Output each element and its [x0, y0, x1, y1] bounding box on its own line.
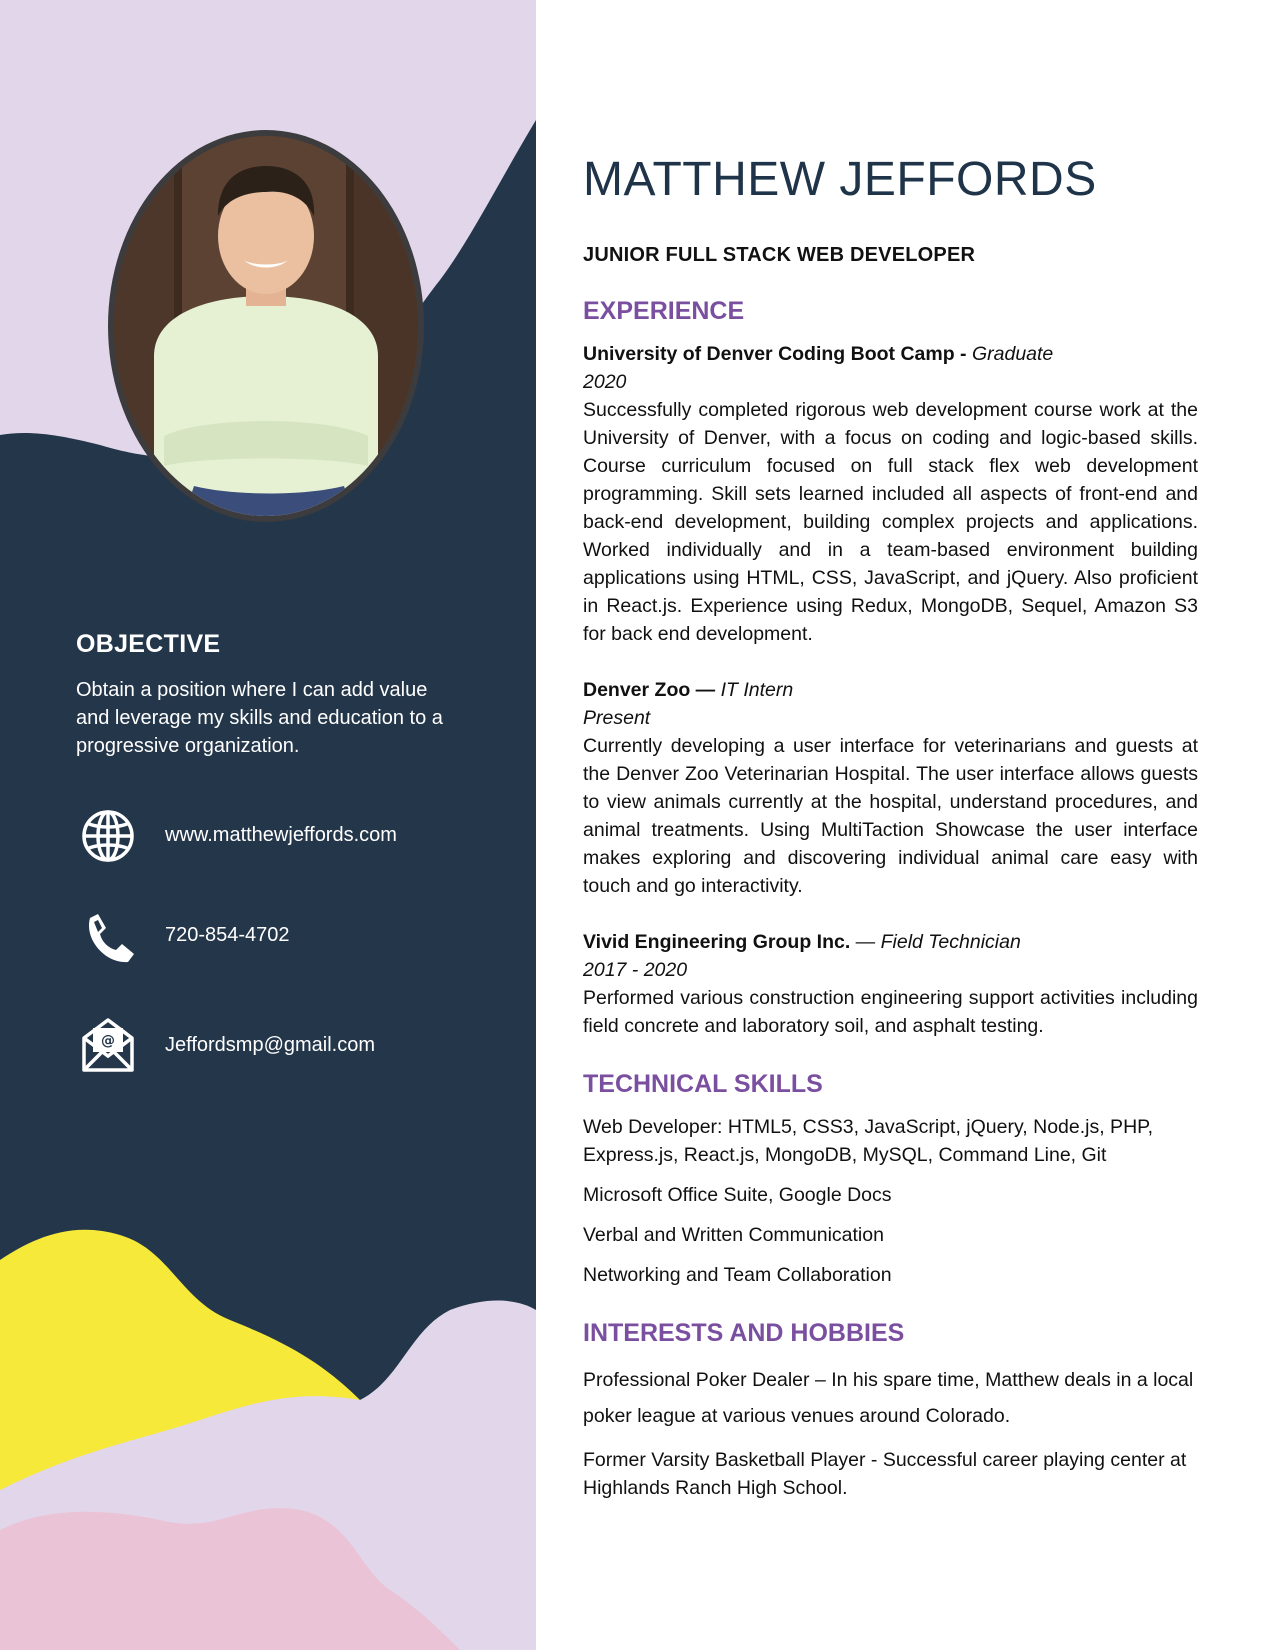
job-description: Currently developing a user interface for veterinarians and guests at the Denver Zoo Veterinarian Hospital. The user interface allows guests to view animals currently at the hospital, understand procedures, and animal treatments. Using MultiTaction Showcase the user interface makes exploring and discovering individual animal care easy with touch and go interactivity.: [583, 735, 1198, 897]
experience-entry: [583, 928, 1198, 1040]
profile-photo: [108, 130, 424, 522]
job-role: Field Technician: [880, 931, 1021, 953]
phone-number[interactable]: 720-854-4702: [165, 924, 290, 946]
job-description: Successfully completed rigorous web development course work at the University of Denver, with a focus on coding and logic-based skills. Course curriculum focused on full stack flex web development programming. Skill sets learned included all aspects of front-end and back-end development, building complex projects and applications. Worked individually and in a team-based environment building applications using HTML, CSS, JavaScript, and jQuery. Also proficient in React.js. Experience using Redux, MongoDB, Sequel, Amazon S3 for back end development.: [583, 399, 1198, 645]
website-link[interactable]: www.matthewjeffords.com: [165, 824, 397, 846]
svg-text:@: @: [101, 1033, 115, 1049]
job-role: Graduate: [971, 343, 1054, 365]
skill-item: Verbal and Written Communication: [583, 1224, 884, 1246]
technical-skills-heading: TECHNICAL SKILLS: [583, 1070, 823, 1098]
skill-item: Web Developer: HTML5, CSS3, JavaScript, jQuery, Node.js, PHP, Express.js, React.js, MongoDB, MySQL, Command Line, Git: [583, 1116, 1154, 1166]
hobby-text: Successful career playing center at Highlands Ranch High School.: [583, 1449, 1187, 1499]
hobby-title: Former Varsity Basketball Player -: [583, 1449, 878, 1471]
phone-icon: [80, 910, 136, 966]
job-date: 2020: [583, 371, 627, 393]
hobby-text: In his spare time, Matthew deals in a local poker league at various venues around Colorado.: [583, 1369, 1194, 1427]
portrait-illustration: [114, 136, 418, 516]
person-name: MATTHEW JEFFORDS: [583, 153, 1097, 206]
interests-heading: INTERESTS AND HOBBIES: [583, 1319, 905, 1347]
job-date: 2017 - 2020: [583, 959, 688, 981]
email-address[interactable]: Jeffordsmp@gmail.com: [165, 1034, 375, 1056]
job-organization: Denver Zoo —: [583, 679, 716, 701]
job-separator: —: [850, 931, 881, 953]
job-role: IT Intern: [720, 679, 794, 701]
experience-entry: [583, 340, 1198, 648]
skill-item: Networking and Team Collaboration: [583, 1264, 892, 1286]
globe-icon: [80, 808, 136, 864]
hobby-item: [583, 1362, 1198, 1434]
experience-entry: [583, 676, 1198, 900]
resume-main: [583, 150, 1198, 1502]
objective-text: Obtain a position where I can add value and leverage my skills and education to a progressive organization.: [76, 679, 443, 757]
job-organization: Vivid Engineering Group Inc.: [583, 931, 851, 953]
email-icon: [80, 1016, 136, 1072]
job-description: Performed various construction engineering support activities including field concrete and laboratory soil, and asphalt testing.: [583, 987, 1198, 1037]
hobby-title: Professional Poker Dealer –: [583, 1369, 826, 1391]
job-date: Present: [583, 707, 651, 729]
experience-heading: EXPERIENCE: [583, 297, 745, 325]
hobby-item: [583, 1446, 1198, 1502]
job-title: JUNIOR FULL STACK WEB DEVELOPER: [583, 244, 976, 266]
objective-heading: OBJECTIVE: [76, 630, 221, 658]
skill-item: Microsoft Office Suite, Google Docs: [583, 1184, 892, 1206]
job-organization: University of Denver Coding Boot Camp -: [583, 343, 967, 365]
